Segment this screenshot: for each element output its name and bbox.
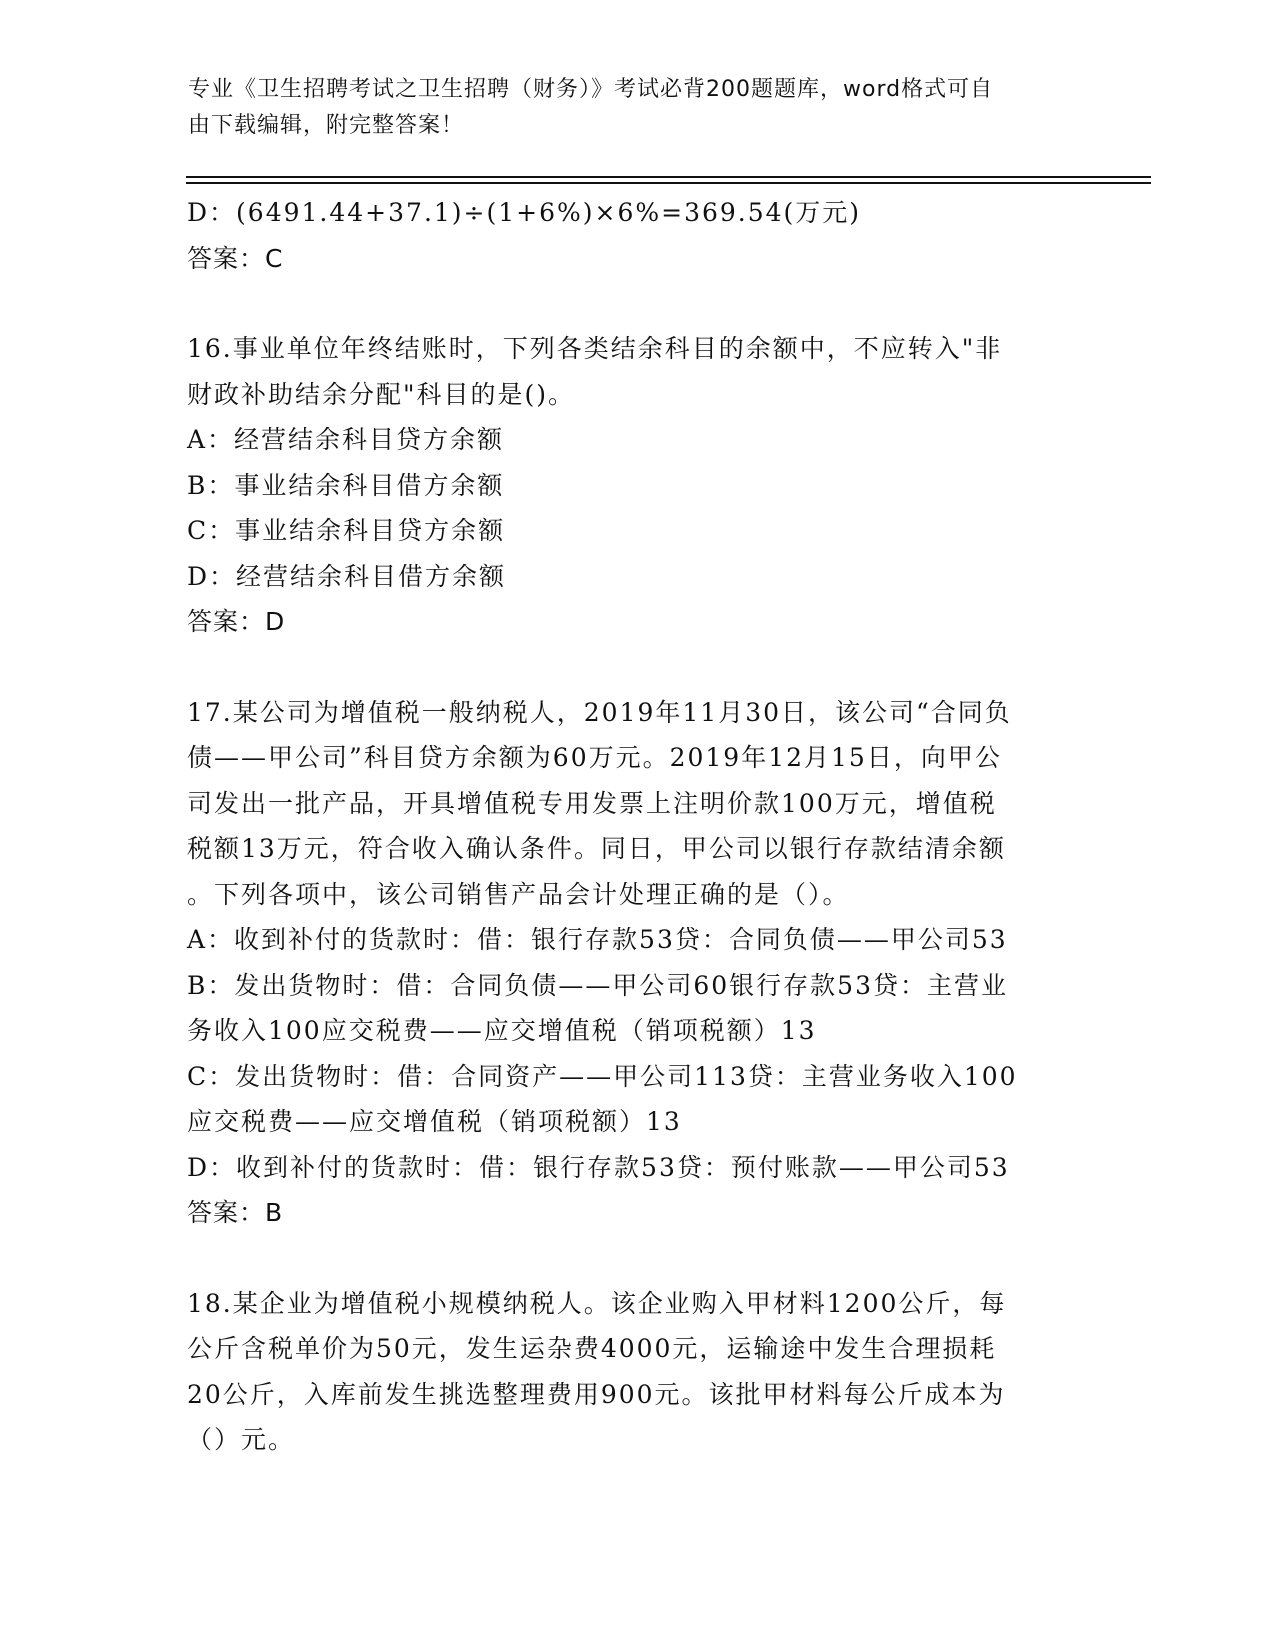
question-stem-line: 。下列各项中，该公司销售产品会计处理正确的是（）。 <box>187 879 850 909</box>
answer: 答案：B <box>187 1198 284 1227</box>
option-b: B：事业结余科目借方余额 <box>187 470 505 500</box>
header-line-1: 专业《卫生招聘考试之卫生招聘（财务）》考试必背200题题库，word格式可自 <box>188 77 994 102</box>
document-body <box>187 190 1077 1463</box>
question-stem-line: 公斤含税单价为50元，发生运杂费4000元，运输途中发生合理损耗 <box>187 1334 997 1363</box>
answer: 答案：C <box>187 243 284 273</box>
header-line-2: 由下载编辑，附完整答案！ <box>188 113 465 138</box>
option-b: B：发出货物时：借：合同负债——甲公司60银行存款53贷：主营业 <box>187 970 1008 1000</box>
question-stem-line: （）元。 <box>187 1425 296 1454</box>
option-c: C：事业结余科目贷方余额 <box>187 516 506 545</box>
spacer <box>187 1236 1077 1281</box>
header-divider-bottom <box>186 182 1151 184</box>
question-stem-line: 17.某公司为增值税一般纳税人，2019年11月30日，该公司“合同负 <box>187 697 1012 727</box>
option-d: D：经营结余科目借方余额 <box>187 561 507 591</box>
header-divider-top <box>186 176 1151 178</box>
option-c: C：发出货物时：借：合同资产——甲公司113贷：主营业务收入100 <box>187 1061 1018 1091</box>
question-stem-line: 18.某企业为增值税小规模纳税人。该企业购入甲材料1200公斤，每 <box>187 1288 1007 1318</box>
question-stem-line: 16.事业单位年终结账时，下列各类结余科目的余额中，不应转入"非 <box>187 334 1003 363</box>
option-a: A：收到补付的货款时：借：银行存款53贷：合同负债——甲公司53 <box>187 925 1008 954</box>
previous-question-tail <box>187 190 1077 281</box>
question-stem-line: 财政补助结余分配"科目的是()。 <box>187 379 576 409</box>
question-16 <box>187 326 1077 645</box>
spacer <box>187 281 1077 326</box>
option-a: A：经营结余科目贷方余额 <box>187 425 505 454</box>
question-stem-line: 20公斤，入库前发生挑选整理费用900元。该批甲材料每公斤成本为 <box>187 1379 1006 1409</box>
option-d: D：(6491.44+37.1)÷(1+6%)×6%=369.54(万元) <box>187 198 862 227</box>
question-stem-line: 税额13万元，符合收入确认条件。同日，甲公司以银行存款结清余额 <box>187 834 1006 863</box>
question-stem-line: 司发出一批产品，开具增值税专用发票上注明价款100万元，增值税 <box>187 788 997 818</box>
answer: 答案：D <box>187 607 286 636</box>
question-17 <box>187 690 1077 1236</box>
question-18 <box>187 1281 1077 1463</box>
option-d: D：收到补付的货款时：借：银行存款53贷：预付账款——甲公司53 <box>187 1152 1010 1182</box>
spacer <box>187 645 1077 690</box>
option-b-continued: 务收入100应交税费——应交增值税（销项税额）13 <box>187 1016 817 1045</box>
option-c-continued: 应交税费——应交增值税（销项税额）13 <box>187 1107 682 1136</box>
question-stem-line: 债——甲公司”科目贷方余额为60万元。2019年12月15日，向甲公 <box>187 743 1002 772</box>
document-header <box>188 72 1068 144</box>
